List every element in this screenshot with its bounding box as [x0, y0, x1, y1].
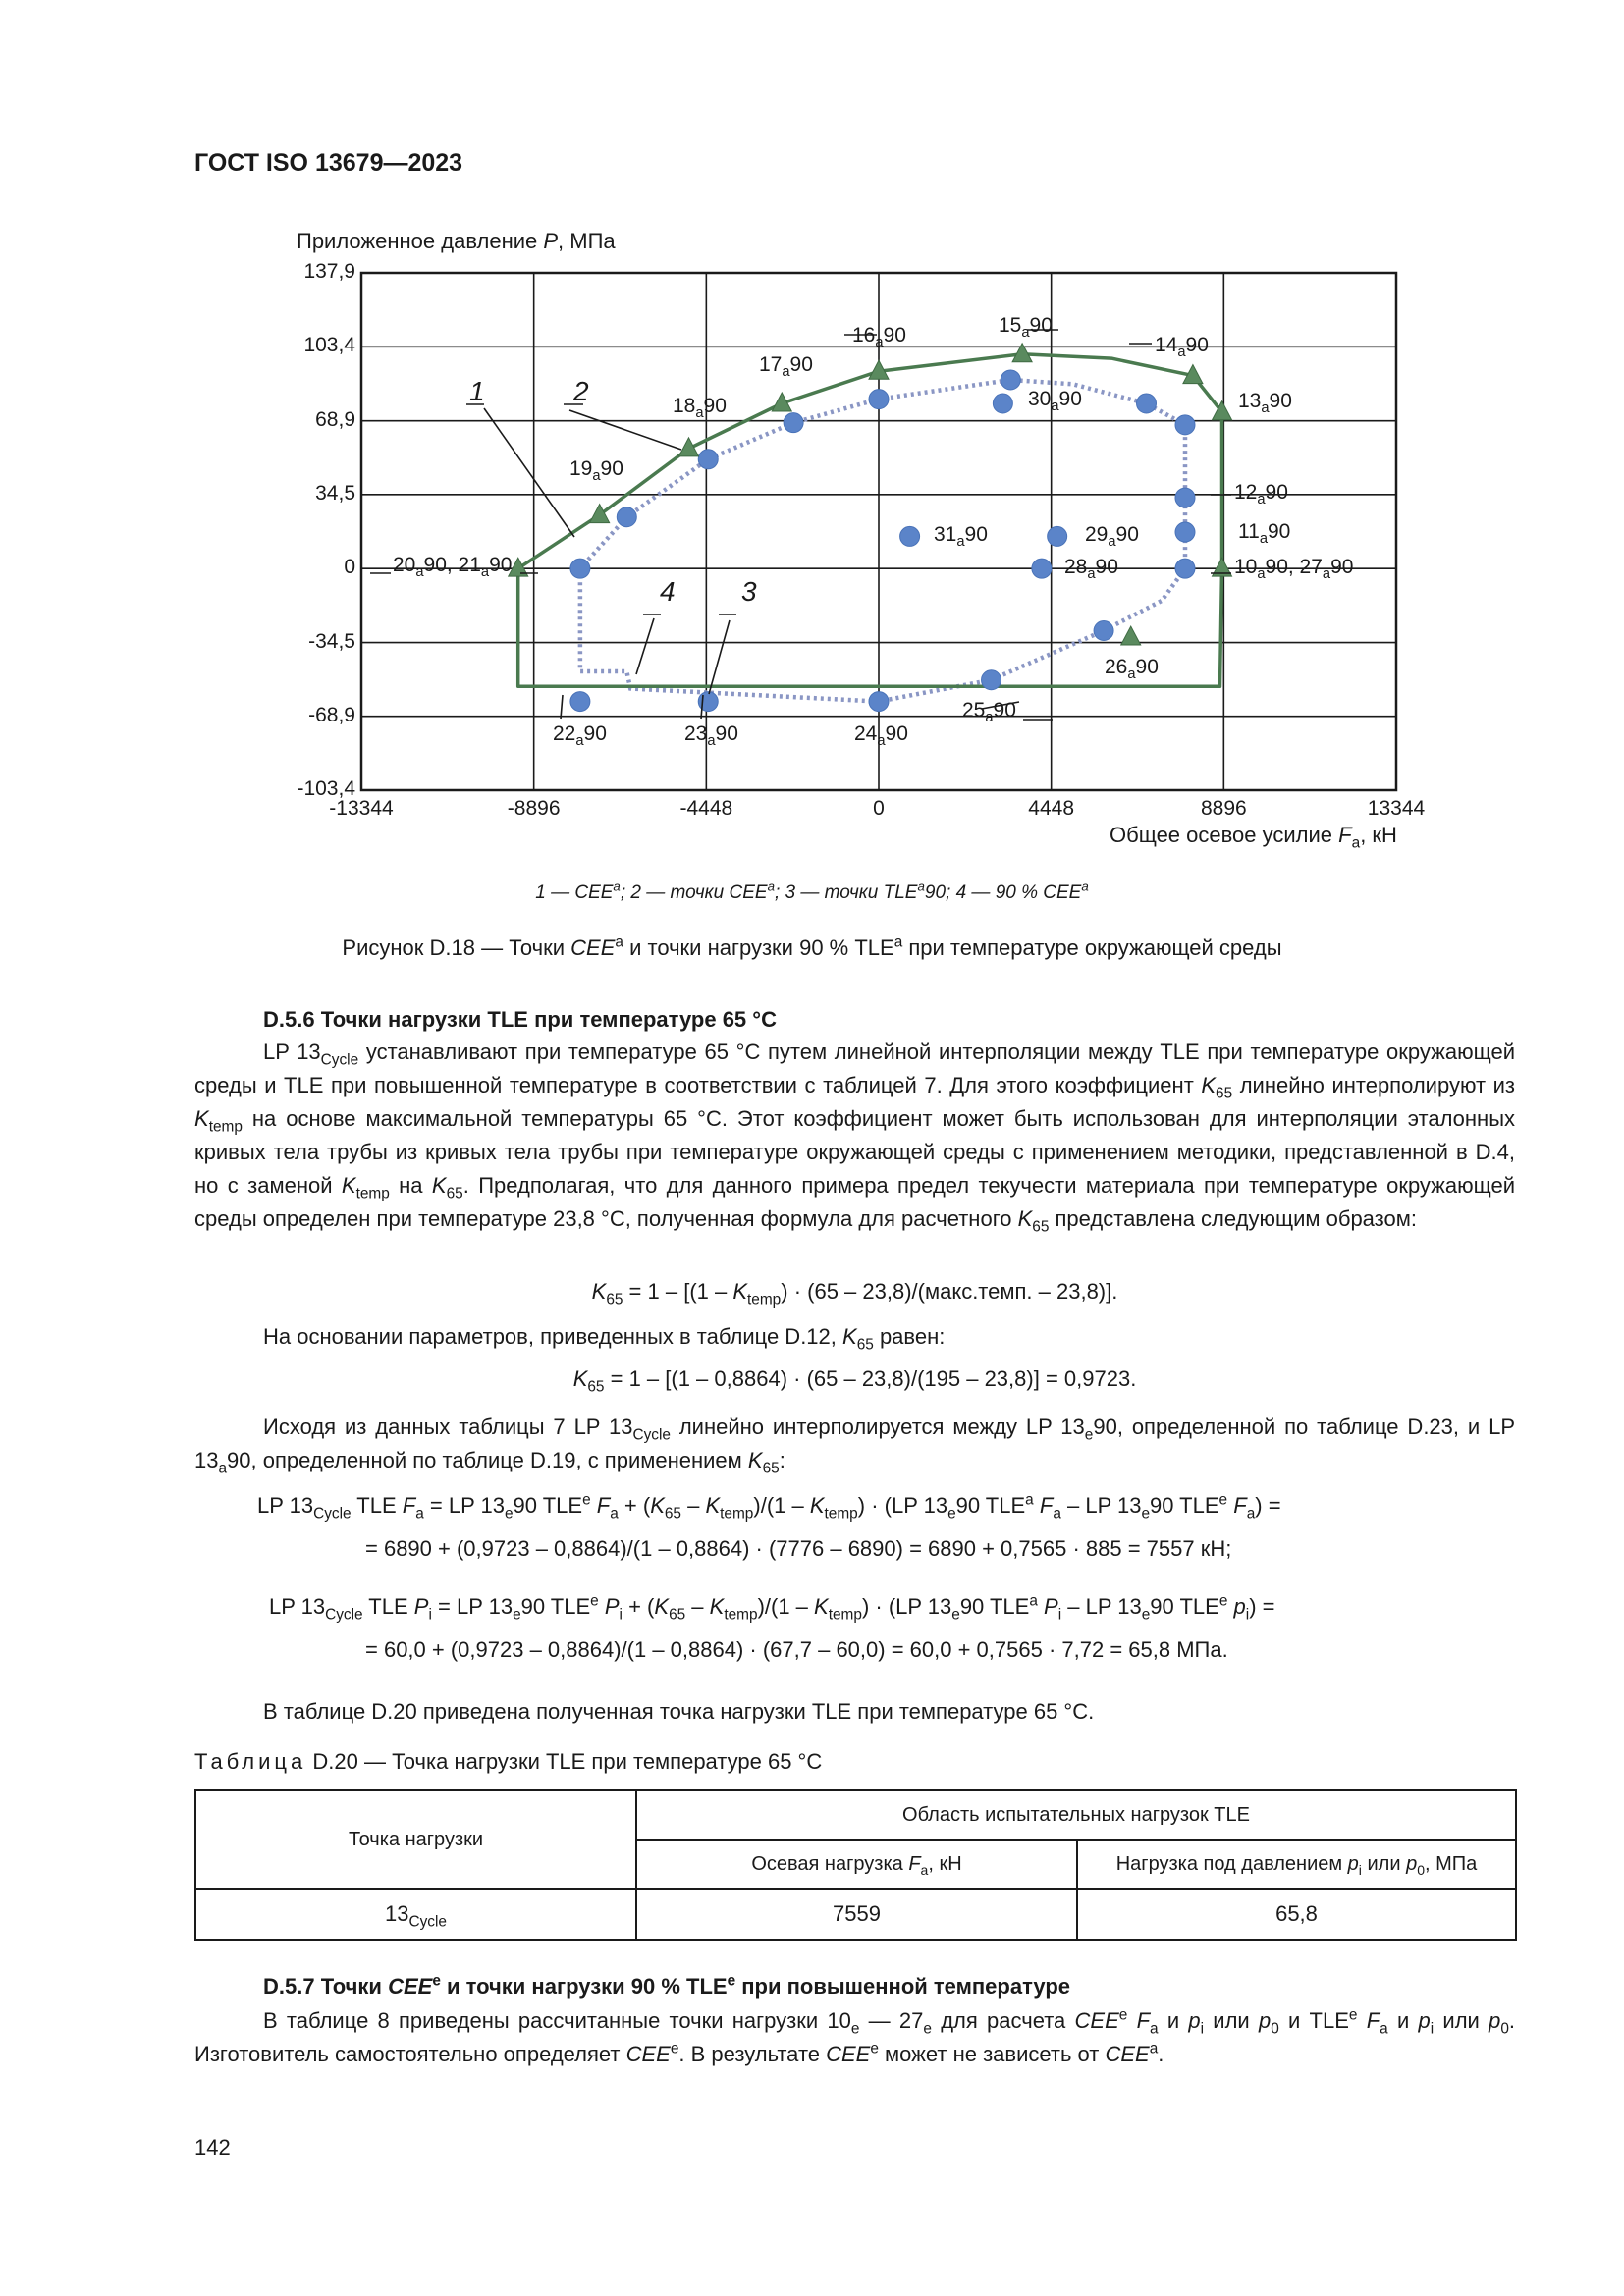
- paragraph-d56: LP $13_{Cycle}$ устанавливают при температуре 65 °С путем линейной интерполяции между TLE при температуре окружающей среды и TLE при повышенной температуре в соответствии с таблицей 7. Для этого коэффициент $K_{65}$ линейно интерполируют из $K_{temp}$ на основе максимальной температуры 65 °С. Этот коэффициент может быть использован для интерполяции эталонных кривых тела трубы из кривых тела трубы при температуре окружающей среды с применением методики, представленной в D.4, но с заменой $K_{temp}$ на $K_{65}$. Предполагая, что для данного примера предел текучести материала при температуре окружающей среды определен при температуре 23,8 °С, полученная формула для расчетного $K_{65}$ представлена следующим образом:: [194, 1040, 1516, 1236]
- figure-caption: Рисунок D.18 — Точки CEE$^a$ и точки нагрузки 90 % TLE$^a$ при температуре окружающей среды: [342, 934, 1282, 960]
- table-cell-pressure: 65,8: [1077, 1889, 1516, 1940]
- table-header-axial: Осевая нагрузка $F_a$, кН: [636, 1840, 1077, 1889]
- table-title: Таблица D.20 — Точка нагрузки TLE при температуре 65 °С: [194, 1749, 823, 1774]
- chart-x-tick-label: -8896: [507, 797, 561, 820]
- chart-point-tle: [1175, 415, 1195, 435]
- chart-curve-label-1: 1: [469, 376, 485, 406]
- formula-pi-line1: LP $13_{Cycle}$ TLE $P_i$ = LP $13_e90$ TLE$^e$ $P_i + (K_{65} - K_{temp})/(1 - K_{temp}) \cdot (LP$ $13_e90$ TLE$^a$ $P_i$ – LP $13_e90$ TLE$^e$ $p_i$) =: [269, 1592, 1275, 1624]
- formula-k65-general: $K_{65} = 1 - [(1 - K_{temp}) \cdot (65$ – 23,8)/(макс.темп. – 23,8)].: [591, 1279, 1118, 1308]
- chart-point-label: $12_a90$: [1234, 481, 1288, 508]
- section-heading-d56: D.5.6 Точки нагрузки TLE при температуре 65 °С: [263, 1007, 777, 1032]
- chart-point-tle: [570, 559, 590, 578]
- chart-x-tick-label: 8896: [1200, 797, 1247, 820]
- chart-point-tle: [617, 507, 636, 527]
- chart-x-tick-label: -13344: [329, 797, 394, 820]
- chart-point-label: $18_a90$: [673, 395, 727, 422]
- chart-y-tick-label: -34,5: [308, 629, 355, 653]
- chart-point-tle: [784, 413, 803, 433]
- table-header-pressure: Нагрузка под давлением $p_i$ или $p_0$, МПа: [1077, 1840, 1516, 1889]
- chart-point-tle: [1094, 621, 1113, 641]
- table-row: [195, 1889, 1516, 1940]
- chart-leader-line: [484, 408, 574, 537]
- chart-y-tick-label: 0: [344, 556, 355, 579]
- formula-k65-value: $K_{65} = 1 - [(1 - 0,8864) \cdot (65 - 23,8)/(195 - 23,8)] = 0,9723$.: [572, 1366, 1137, 1396]
- chart-point-label: $29_a90$: [1085, 523, 1139, 551]
- chart-point-cee: [1121, 626, 1141, 645]
- chart-point-label: $11_a90$: [1238, 520, 1291, 548]
- chart-y-tick-label: -68,9: [308, 703, 355, 726]
- chart-x-tick-label: 0: [873, 797, 885, 820]
- chart-leader-line: [636, 618, 654, 674]
- chart-point-label: $17_a90$: [759, 353, 813, 381]
- table-header-point: Точка нагрузки: [195, 1790, 636, 1889]
- chart-curve-label-4: 4: [660, 576, 676, 607]
- chart-point-label: $19_a90$: [569, 457, 623, 485]
- chart-point-tle: [1048, 526, 1067, 546]
- chart-y-tick-label: 68,9: [315, 407, 355, 431]
- chart-point-tle: [1032, 559, 1052, 578]
- document-header: ГОСТ ISO 13679—2023: [194, 149, 463, 177]
- chart-leader-line: [709, 620, 730, 694]
- text-interpolation: Исходя из данных таблицы 7 LP $13_{Cycle}$ линейно интерполируется между LP $13_e90$, определенной по таблице D.23, и LP $13_a90$, определенной по таблице D.19, с применением $K_{65}$:: [194, 1415, 1516, 1477]
- chart-point-tle: [869, 390, 889, 409]
- chart-point-label: $15_a90$: [999, 314, 1053, 342]
- chart-point-tle: [1175, 488, 1195, 507]
- chart-curve-label-2: 2: [573, 376, 589, 406]
- chart-y-axis-label: Приложенное давление P, МПа: [297, 229, 616, 253]
- chart-point-tle: [982, 670, 1001, 690]
- chart-point-tle: [1001, 370, 1020, 390]
- chart-point-label: $24_a90$: [854, 722, 908, 750]
- formula-fa-line1: LP $13_{Cycle}$ TLE $F_a$ = LP $13_e90$ TLE$^e$ $F_a + (K_{65} - K_{temp})/(1 - K_{temp}) \cdot (LP$ $13_e90$ TLE$^a$ $F_a$ – LP $13_e90$ TLE$^e$ $F_a$) =: [257, 1491, 1281, 1522]
- chart-point-cee: [590, 505, 610, 523]
- chart-point-label: $20_a90$, $21_a90$: [393, 554, 513, 581]
- formula-fa-line2: = 6890 + (0,9723 – 0,8864)/(1 – 0,8864) · (7776 – 6890) = 6890 + 0,7565 · 885 = 7557 кН;: [365, 1536, 1232, 1561]
- text-table-ref: В таблице D.20 приведена полученная точка нагрузки TLE при температуре 65 °С.: [263, 1699, 1095, 1724]
- chart-point-label: $28_a90$: [1064, 556, 1118, 583]
- chart-point-label: $30_a90$: [1028, 388, 1082, 415]
- chart-point-label: $10_a90$, $27_a90$: [1234, 556, 1354, 583]
- chart-leader-line: [569, 410, 681, 450]
- chart-point-label: $25_a90$: [962, 699, 1016, 726]
- chart-point-label: $22_a90$: [553, 722, 607, 750]
- figure-legend-rich: 1 — CEE$^a$; 2 — точки CEE$^a$; 3 — точки TLE$^a$90; 4 — 90 % CEE$^a$: [535, 879, 1089, 903]
- table-d20: [194, 1789, 1517, 1941]
- chart-leader-line: [561, 695, 563, 719]
- text-k65-params: На основании параметров, приведенных в таблице D.12, $K_{65}$ равен:: [263, 1324, 946, 1354]
- section-heading-d57: D.5.7 Точки CEE$^e$ и точки нагрузки 90 % TLE$^e$ при повышенной температуре: [263, 1972, 1071, 1999]
- chart-y-tick-label: 34,5: [315, 481, 355, 505]
- chart-point-tle: [1175, 522, 1195, 542]
- chart-point-label: $26_a90$: [1105, 656, 1159, 683]
- chart-x-tick-label: -4448: [679, 797, 733, 820]
- chart-point-tle: [698, 450, 718, 469]
- chart-point-tle: [993, 394, 1012, 413]
- chart-point-label: $31_a90$: [934, 523, 988, 551]
- table-header-group: Область испытательных нагрузок TLE: [636, 1790, 1516, 1840]
- chart-x-tick-label: 4448: [1028, 797, 1075, 820]
- chart-point-tle: [1175, 559, 1195, 578]
- chart: [0, 0, 1624, 883]
- chart-point-tle: [869, 692, 889, 712]
- chart-point-label: $23_a90$: [684, 722, 738, 750]
- table-cell-axial: 7559: [636, 1889, 1077, 1940]
- chart-point-label: $13_a90$: [1238, 390, 1292, 417]
- chart-curve-label-3: 3: [741, 576, 757, 607]
- table-cell-point: $13_{Cycle}$: [195, 1889, 636, 1940]
- page-number: 142: [194, 2135, 231, 2160]
- chart-y-tick-label: -103,4: [297, 777, 355, 800]
- chart-point-tle: [1137, 394, 1157, 413]
- chart-point-label: $14_a90$: [1155, 334, 1209, 361]
- chart-y-tick-label: 137,9: [303, 260, 355, 283]
- chart-point-label: $16_a90$: [852, 324, 906, 351]
- chart-point-tle: [570, 692, 590, 712]
- chart-x-tick-label: 13344: [1367, 797, 1426, 820]
- formula-pi-line2: = 60,0 + (0,9723 – 0,8864)/(1 – 0,8864) · (67,7 – 60,0) = 60,0 + 0,7565 · 7,72 = 65,8 МПа.: [365, 1637, 1228, 1662]
- chart-x-axis-label: Общее осевое усилие $F_a$, кН: [1110, 823, 1397, 852]
- chart-point-tle: [900, 526, 920, 546]
- paragraph-d57: В таблице 8 приведены рассчитанные точки нагрузки $10_e$ — $27_e$ для расчета CEE$^e$ $F_a$ и $p_i$ или $p_0$ и TLE$^e$ $F_a$ и $p_i$ или $p_0$. Изготовитель самостоятельно определяет CEE$^e$. В результате CEE$^e$ может не зависеть от CEE$^a$.: [194, 2006, 1516, 2066]
- chart-y-tick-label: 103,4: [303, 334, 355, 357]
